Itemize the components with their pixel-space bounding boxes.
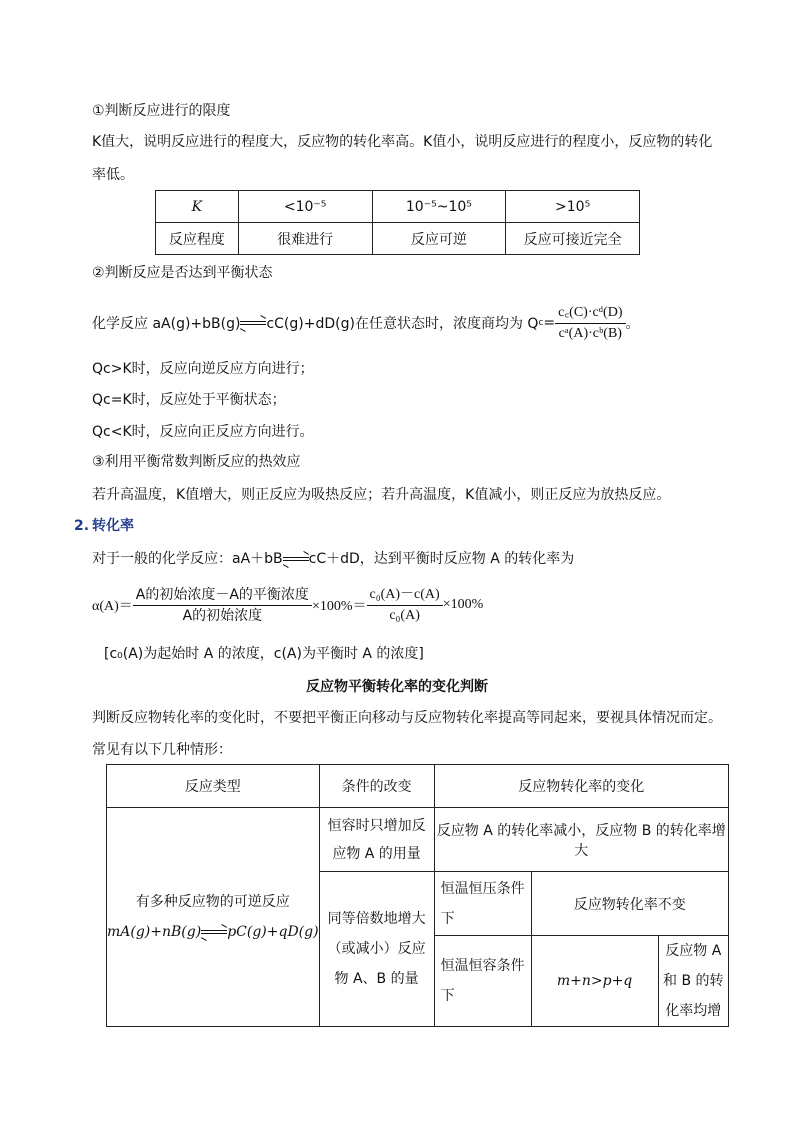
item1-title: ①判断反应进行的限度 bbox=[92, 103, 231, 119]
fraction1-numerator: A的初始浓度－A的平衡浓度 bbox=[133, 585, 312, 606]
k-table-cell: 反应可逆 bbox=[372, 223, 506, 255]
k-table-cell: 很难进行 bbox=[238, 223, 372, 255]
result-a: 反应物 A 的转化率减小，反应物 B 的转化率增大 bbox=[434, 808, 728, 872]
condition-b: 同等倍数地增大（或减小）反应物 A、B 的量 bbox=[319, 872, 434, 1027]
reaction-type-cell bbox=[107, 808, 320, 1027]
qc-condition-3: Qc<K时，反应向正反应方向进行。 bbox=[92, 424, 314, 440]
equilibrium-arrow-icon bbox=[240, 319, 266, 327]
k-table-cell: >10⁵ bbox=[506, 191, 640, 223]
header-condition-change: 条件的改变 bbox=[319, 765, 434, 808]
qc-equation bbox=[92, 300, 640, 346]
reaction-eq-right: pC(g)+qD(g) bbox=[227, 924, 319, 940]
item1-text-line1: K值大，说明反应进行的程度大，反应物的转化率高。K值小，说明反应进行的程度小，反应物的转化 bbox=[92, 134, 713, 150]
fraction2-denominator: c₀(A) bbox=[389, 607, 420, 623]
qc-eq-mid: cC(g)+dD(g)在任意状态时，浓度商均为 Q bbox=[266, 316, 539, 332]
k-table bbox=[155, 190, 640, 255]
result-b2: 反应物 A 和 B 的转化率均增 bbox=[658, 936, 728, 1027]
reaction-type-equation bbox=[107, 917, 319, 947]
reaction-eq-left: mA(g)+nB(g) bbox=[107, 924, 202, 940]
times-100-1: ×100%＝ bbox=[311, 599, 367, 614]
item3-title: ③利用平衡常数判断反应的热效应 bbox=[92, 454, 301, 470]
qc-numerator: c꜀(C)·cᵈ(D) bbox=[555, 303, 625, 324]
intro-suffix: cC＋dD，达到平衡时反应物 A 的转化率为 bbox=[308, 551, 575, 567]
fraction1-denominator: A的初始浓度 bbox=[182, 607, 263, 624]
section2-para2: 常见有以下几种情形： bbox=[92, 742, 232, 758]
qc-condition-1: Qc>K时，反应向逆反应方向进行； bbox=[92, 361, 314, 377]
equilibrium-arrow-icon bbox=[201, 928, 227, 936]
section2-title: 转化率 bbox=[92, 518, 134, 534]
header-reaction-type: 反应类型 bbox=[107, 765, 320, 808]
k-table-cell: K bbox=[156, 191, 239, 223]
item1-text-line2: 率低。 bbox=[92, 167, 134, 183]
conversion-fraction-2 bbox=[367, 585, 443, 626]
k-table-cell: <10⁻⁵ bbox=[238, 191, 372, 223]
item2-title: ②判断反应是否达到平衡状态 bbox=[92, 265, 273, 281]
k-table-cell: 10⁻⁵~10⁵ bbox=[372, 191, 506, 223]
qc-eq-sub: c bbox=[538, 318, 544, 328]
item3-text: 若升高温度，K值增大，则正反应为吸热反应；若升高温度，K值减小，则正反应为放热反应。 bbox=[92, 487, 671, 503]
k-table-cell: 反应程度 bbox=[156, 223, 239, 255]
section2-number: 2. bbox=[74, 518, 90, 534]
sub-heading: 反应物平衡转化率的变化判断 bbox=[306, 679, 488, 695]
conversion-table bbox=[106, 764, 729, 1027]
k-table-cell: 反应可接近完全 bbox=[506, 223, 640, 255]
qc-eq-end: 。 bbox=[625, 316, 640, 332]
fraction2-numerator: c₀(A)－c(A) bbox=[367, 585, 443, 606]
concentration-note: [c₀(A)为起始时 A 的浓度，c(A)为平衡时 A 的浓度] bbox=[104, 646, 424, 662]
conversion-formula bbox=[92, 582, 483, 628]
subcondition-b1: 恒温恒压条件下 bbox=[434, 872, 531, 936]
intro-prefix: 对于一般的化学反应：aA＋bB bbox=[92, 551, 283, 567]
qc-denominator: cᵃ(A)·cᵇ(B) bbox=[558, 325, 622, 341]
reaction-type-line1: 有多种反应物的可逆反应 bbox=[135, 894, 290, 910]
conversion-fraction-1 bbox=[133, 585, 312, 626]
section2-intro bbox=[92, 548, 574, 570]
qc-condition-2: Qc=K时，反应处于平衡状态； bbox=[92, 392, 286, 408]
qc-eq-equals: = bbox=[543, 315, 556, 331]
condition-a: 恒容时只增加反应物 A 的用量 bbox=[319, 808, 434, 872]
qc-fraction bbox=[555, 303, 625, 344]
alpha-label: α(A)＝ bbox=[92, 599, 133, 614]
subcondition-b2: 恒温恒容条件下 bbox=[434, 936, 531, 1027]
result-b1: 反应物转化率不变 bbox=[531, 872, 728, 936]
qc-eq-prefix: 化学反应 aA(g)+bB(g) bbox=[92, 316, 241, 332]
times-100-2: ×100% bbox=[442, 597, 484, 612]
header-conversion-change: 反应物转化率的变化 bbox=[434, 765, 728, 808]
equilibrium-arrow-icon bbox=[283, 555, 309, 563]
section2-para1: 判断反应物转化率的变化时，不要把平衡正向移动与反应物转化率提高等同起来，要视具体情况而定。 bbox=[92, 710, 722, 726]
condition-b2-inequality: m+n>p+q bbox=[531, 936, 658, 1027]
